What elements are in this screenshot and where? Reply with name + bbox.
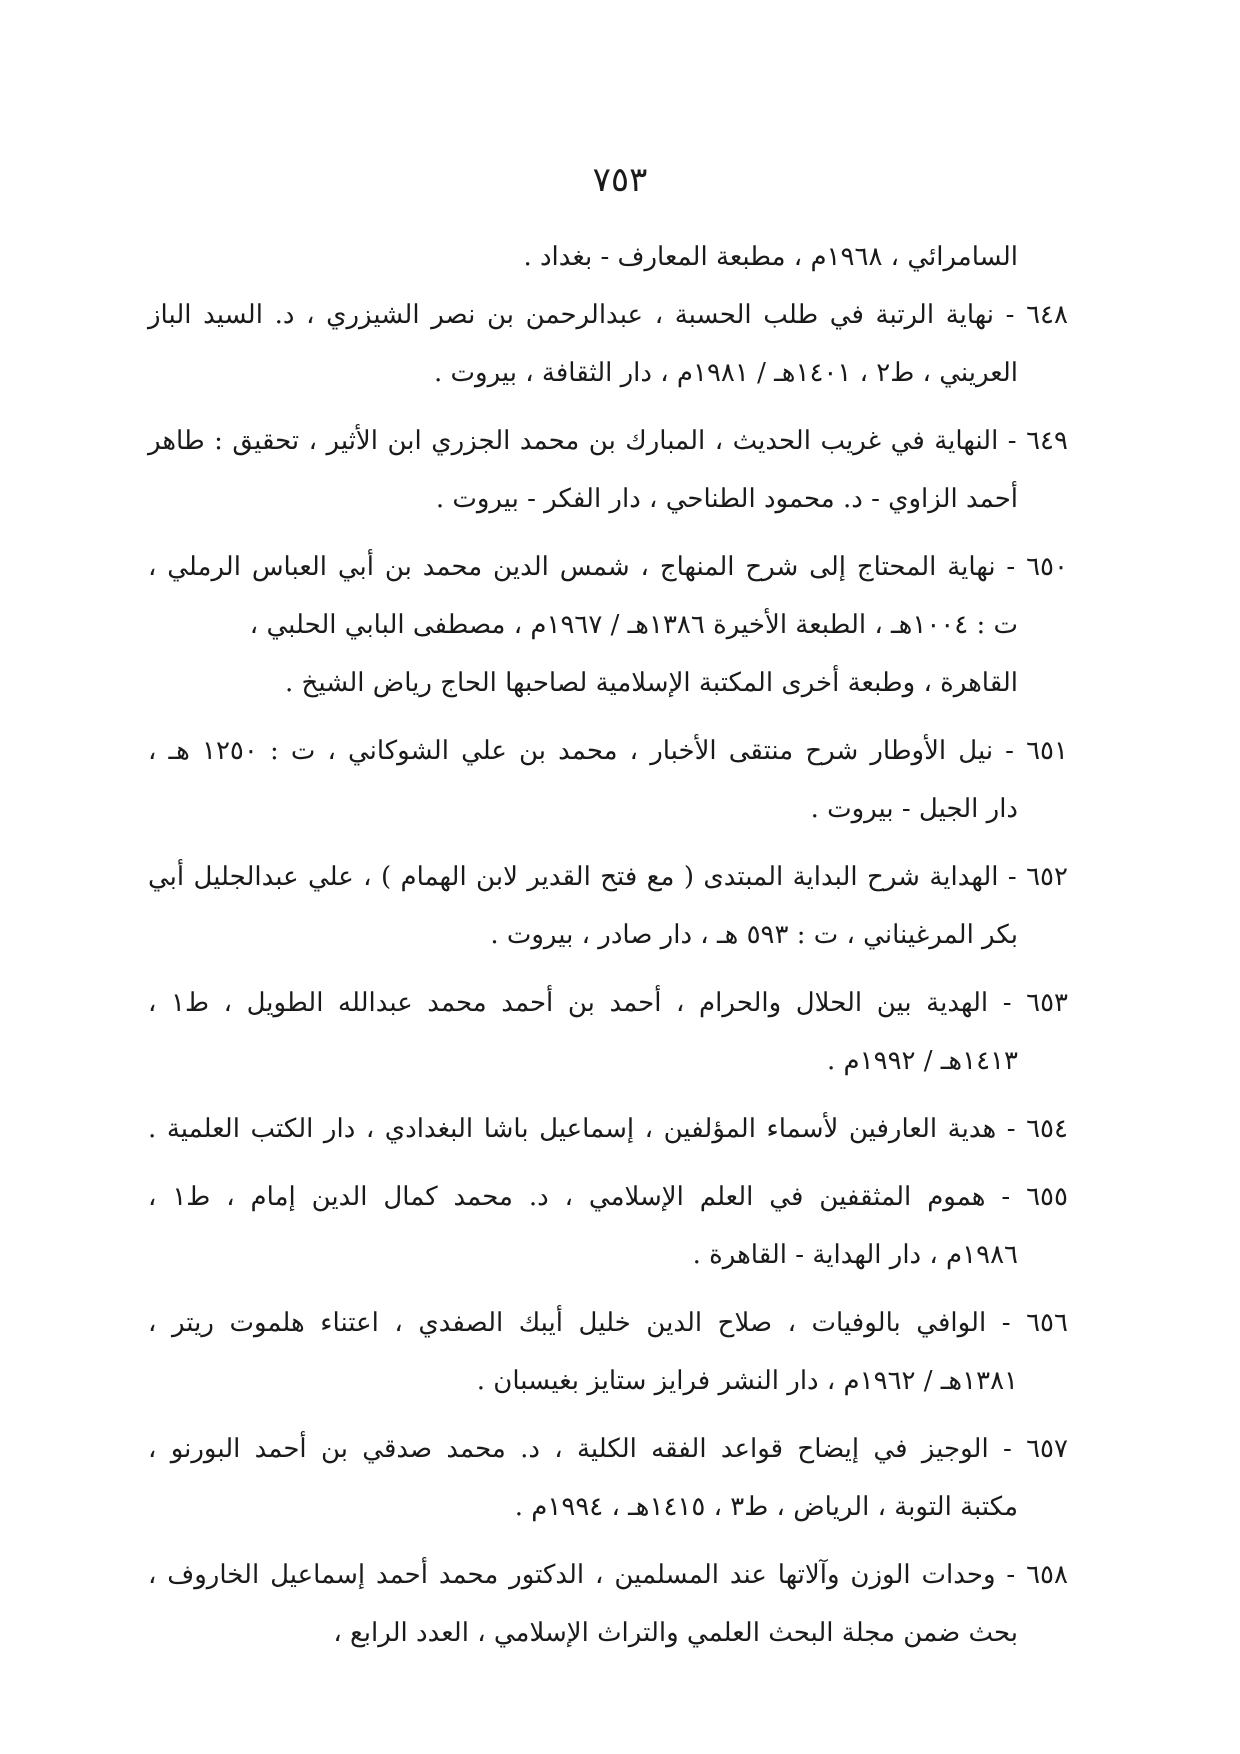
- entry-continuation-line: أحمد الزاوي - د. محمود الطناحي ، دار الفكر - بيروت .: [435, 484, 1018, 514]
- entry-first-line: ٦٥٤ - هدية العارفين لأسماء المؤلفين ، إسماعيل باشا البغدادي ، دار الكتب العلمية .: [148, 1114, 1068, 1144]
- entry-first-line: ٦٥٥ - هموم المثقفين في العلم الإسلامي ، د. محمد كمال الدين إمام ، ط١ ،: [148, 1182, 1068, 1212]
- bibliography-entry: [148, 722, 1068, 838]
- entry-continuation-line: ١٩٨٦م ، دار الهداية - القاهرة .: [692, 1240, 1018, 1270]
- bibliography-entry: [148, 538, 1068, 712]
- bibliography-list: [148, 286, 1068, 1672]
- entry-continuation-line: دار الجيل - بيروت .: [810, 794, 1018, 824]
- entry-continuation-line: بكر المرغيناني ، ت : ٥٩٣ هـ ، دار صادر ، بيروت .: [490, 920, 1018, 950]
- bibliography-entry: [148, 1168, 1068, 1284]
- bibliography-entry: [148, 1100, 1068, 1158]
- entry-first-line: ٦٥٠ - نهاية المحتاج إلى شرح المنهاج ، شمس الدين محمد بن أبي العباس الرملي ،: [148, 552, 1068, 582]
- bibliography-entry: [148, 412, 1068, 528]
- entry-continuation-line: العريني ، ط٢ ، ١٤٠١هـ / ١٩٨١م ، دار الثقافة ، بيروت .: [434, 358, 1018, 388]
- entry-first-line: ٦٥٦ - الوافي بالوفيات ، صلاح الدين خليل أيبك الصفدي ، اعتناء هلموت ريتر ،: [148, 1308, 1068, 1338]
- entry-continuation-line: بحث ضمن مجلة البحث العلمي والتراث الإسلامي ، العدد الرابع ،: [333, 1618, 1018, 1648]
- bibliography-entry: [148, 848, 1068, 964]
- entry-first-line: ٦٤٨ - نهاية الرتبة في طلب الحسبة ، عبدالرحمن بن نصر الشيزري ، د. السيد الباز: [148, 300, 1068, 330]
- entry-continuation-line: ت : ١٠٠٤هـ ، الطبعة الأخيرة ١٣٨٦هـ / ١٩٦٧م ، مصطفى البابي الحلبي ،: [249, 610, 1018, 640]
- bibliography-entry: [148, 286, 1068, 402]
- entry-continuation-line: مكتبة التوبة ، الرياض ، ط٣ ، ١٤١٥هـ ، ١٩٩٤م .: [514, 1492, 1018, 1522]
- entry-first-line: ٦٥٣ - الهدية بين الحلال والحرام ، أحمد بن أحمد محمد عبدالله الطويل ، ط١ ،: [148, 988, 1069, 1018]
- entry-first-line: ٦٥٧ - الوجيز في إيضاح قواعد الفقه الكلية ، د. محمد صدقي بن أحمد البورنو ،: [148, 1434, 1068, 1464]
- bibliography-entry: [148, 1294, 1068, 1410]
- entry-first-line: ٦٥٨ - وحدات الوزن وآلاتها عند المسلمين ، الدكتور محمد أحمد إسماعيل الخاروف ،: [148, 1560, 1068, 1590]
- entry-continuation-line: ١٤١٣هـ / ١٩٩٢م .: [827, 1046, 1018, 1076]
- bibliography-entry: [148, 1420, 1068, 1536]
- bibliography-entry: [148, 974, 1068, 1090]
- entry-first-line: ٦٥١ - نيل الأوطار شرح منتقى الأخبار ، محمد بن علي الشوكاني ، ت : ١٢٥٠ هـ ،: [148, 736, 1068, 766]
- entry-first-line: ٦٤٩ - النهاية في غريب الحديث ، المبارك بن محمد الجزري ابن الأثير ، تحقيق : طاهر: [148, 426, 1068, 456]
- page-number: ٧٥٣: [592, 160, 648, 200]
- entry-continuation-line: القاهرة ، وطبعة أخرى المكتبة الإسلامية لصاحبها الحاج رياض الشيخ .: [285, 668, 1018, 698]
- entry-first-line: ٦٥٢ - الهداية شرح البداية المبتدى ( مع فتح القدير لابن الهمام ) ، علي عبدالجليل أبي: [148, 862, 1068, 892]
- bibliography-entry: [148, 1546, 1068, 1662]
- continuation-line: السامرائي ، ١٩٦٨م ، مطبعة المعارف - بغداد .: [523, 242, 1018, 272]
- entry-continuation-line: ١٣٨١هـ / ١٩٦٢م ، دار النشر فرايز ستايز بغيسبان .: [476, 1366, 1018, 1396]
